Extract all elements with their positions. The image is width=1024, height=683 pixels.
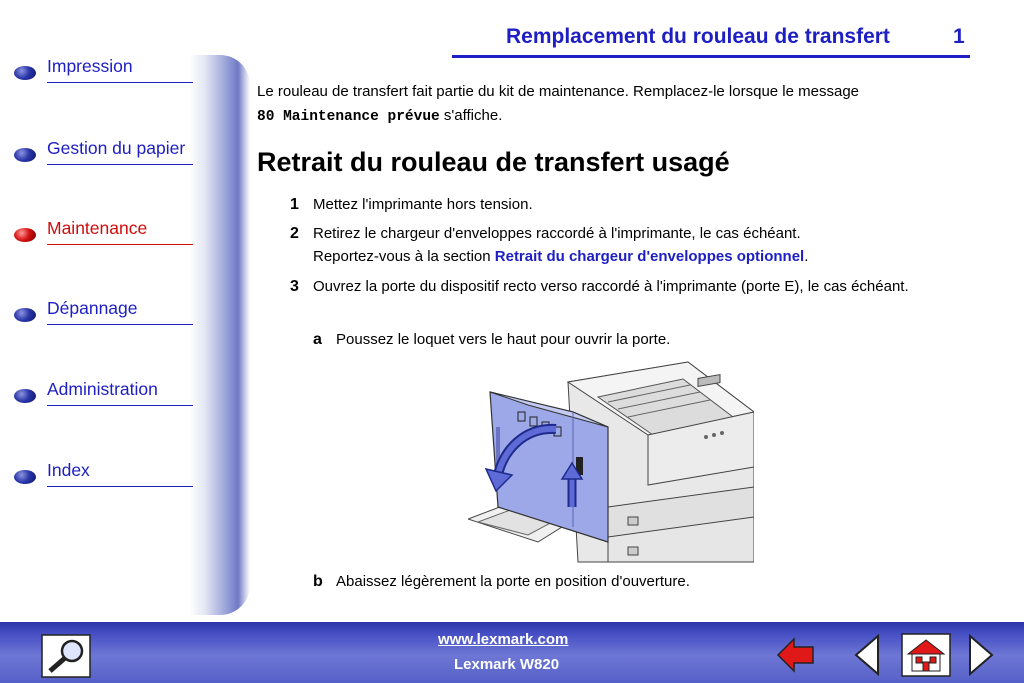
page-number: 1: [953, 25, 965, 48]
substep-a: [313, 328, 953, 352]
back-arrow-icon[interactable]: [776, 636, 816, 674]
divider: [47, 324, 193, 325]
sidebar-item-label: Gestion du papier: [47, 138, 186, 158]
substep-letter: b: [313, 573, 323, 590]
previous-page-icon[interactable]: [852, 634, 882, 676]
step-3: [290, 275, 970, 323]
divider: [47, 82, 193, 83]
sidebar-item-index[interactable]: [14, 460, 194, 488]
intro-text-end: s'affiche.: [439, 107, 503, 124]
section-heading: Retrait du rouleau de transfert usagé: [257, 147, 730, 177]
step-number: 3: [290, 278, 299, 295]
divider: [47, 164, 193, 165]
step-text-line1: Retirez le chargeur d'enveloppes raccordé à l'imprimante, le cas échéant.: [313, 225, 801, 242]
search-icon[interactable]: [40, 633, 92, 679]
sidebar-item-label: Administration: [47, 379, 158, 399]
bullet-icon: [14, 228, 36, 242]
divider: [47, 405, 193, 406]
bullet-icon: [14, 389, 36, 403]
step-number: 1: [290, 196, 299, 213]
step-text: Ouvrez la porte du dispositif recto verso raccordé à l'imprimante (porte E), le cas échéant.: [313, 278, 909, 295]
step-2: [290, 222, 970, 270]
step-text: Mettez l'imprimante hors tension.: [313, 196, 533, 213]
substep-letter: a: [313, 331, 322, 348]
intro-text: Le rouleau de transfert fait partie du kit de maintenance. Remplacez-le lorsque le message: [257, 83, 859, 100]
step-number: 2: [290, 225, 299, 242]
sidebar-item-label: Dépannage: [47, 298, 138, 318]
home-icon[interactable]: [900, 632, 952, 678]
divider: [47, 486, 193, 487]
page-title: Remplacement du rouleau de transfert: [506, 25, 890, 48]
website-link[interactable]: www.lexmark.com: [438, 631, 569, 648]
bullet-icon: [14, 470, 36, 484]
substep-text: Abaissez légèrement la porte en position d'ouverture.: [336, 573, 690, 590]
sidebar-item-depannage[interactable]: [14, 298, 194, 326]
next-page-icon[interactable]: [966, 634, 996, 676]
printer-door-illustration: [468, 357, 754, 563]
bullet-icon: [14, 66, 36, 80]
bullet-icon: [14, 308, 36, 322]
bullet-icon: [14, 148, 36, 162]
divider: [47, 244, 193, 245]
step-text-line2: Reportez-vous à la section: [313, 248, 495, 265]
intro-paragraph: [257, 80, 977, 129]
sidebar-item-maintenance[interactable]: [14, 218, 194, 246]
status-message-code: 80 Maintenance prévue: [257, 109, 440, 125]
header-divider: [452, 55, 970, 58]
sidebar-item-administration[interactable]: [14, 379, 194, 407]
sidebar-item-label: Maintenance: [47, 218, 148, 238]
step-text-end: .: [804, 248, 809, 265]
sidebar-item-impression[interactable]: [14, 56, 194, 84]
sidebar-item-label: Impression: [47, 56, 133, 76]
sidebar-gradient: [190, 55, 250, 615]
substep-text: Poussez le loquet vers le haut pour ouvrir la porte.: [336, 331, 671, 348]
product-name: Lexmark W820: [454, 656, 560, 673]
substep-b: [313, 570, 953, 594]
sidebar-item-gestion-du-papier[interactable]: [14, 138, 194, 166]
step-1: [290, 193, 970, 217]
step-text: [313, 222, 953, 268]
sidebar-item-label: Index: [47, 460, 90, 480]
envelope-feeder-link[interactable]: Retrait du chargeur d'enveloppes optionnel: [494, 248, 805, 265]
